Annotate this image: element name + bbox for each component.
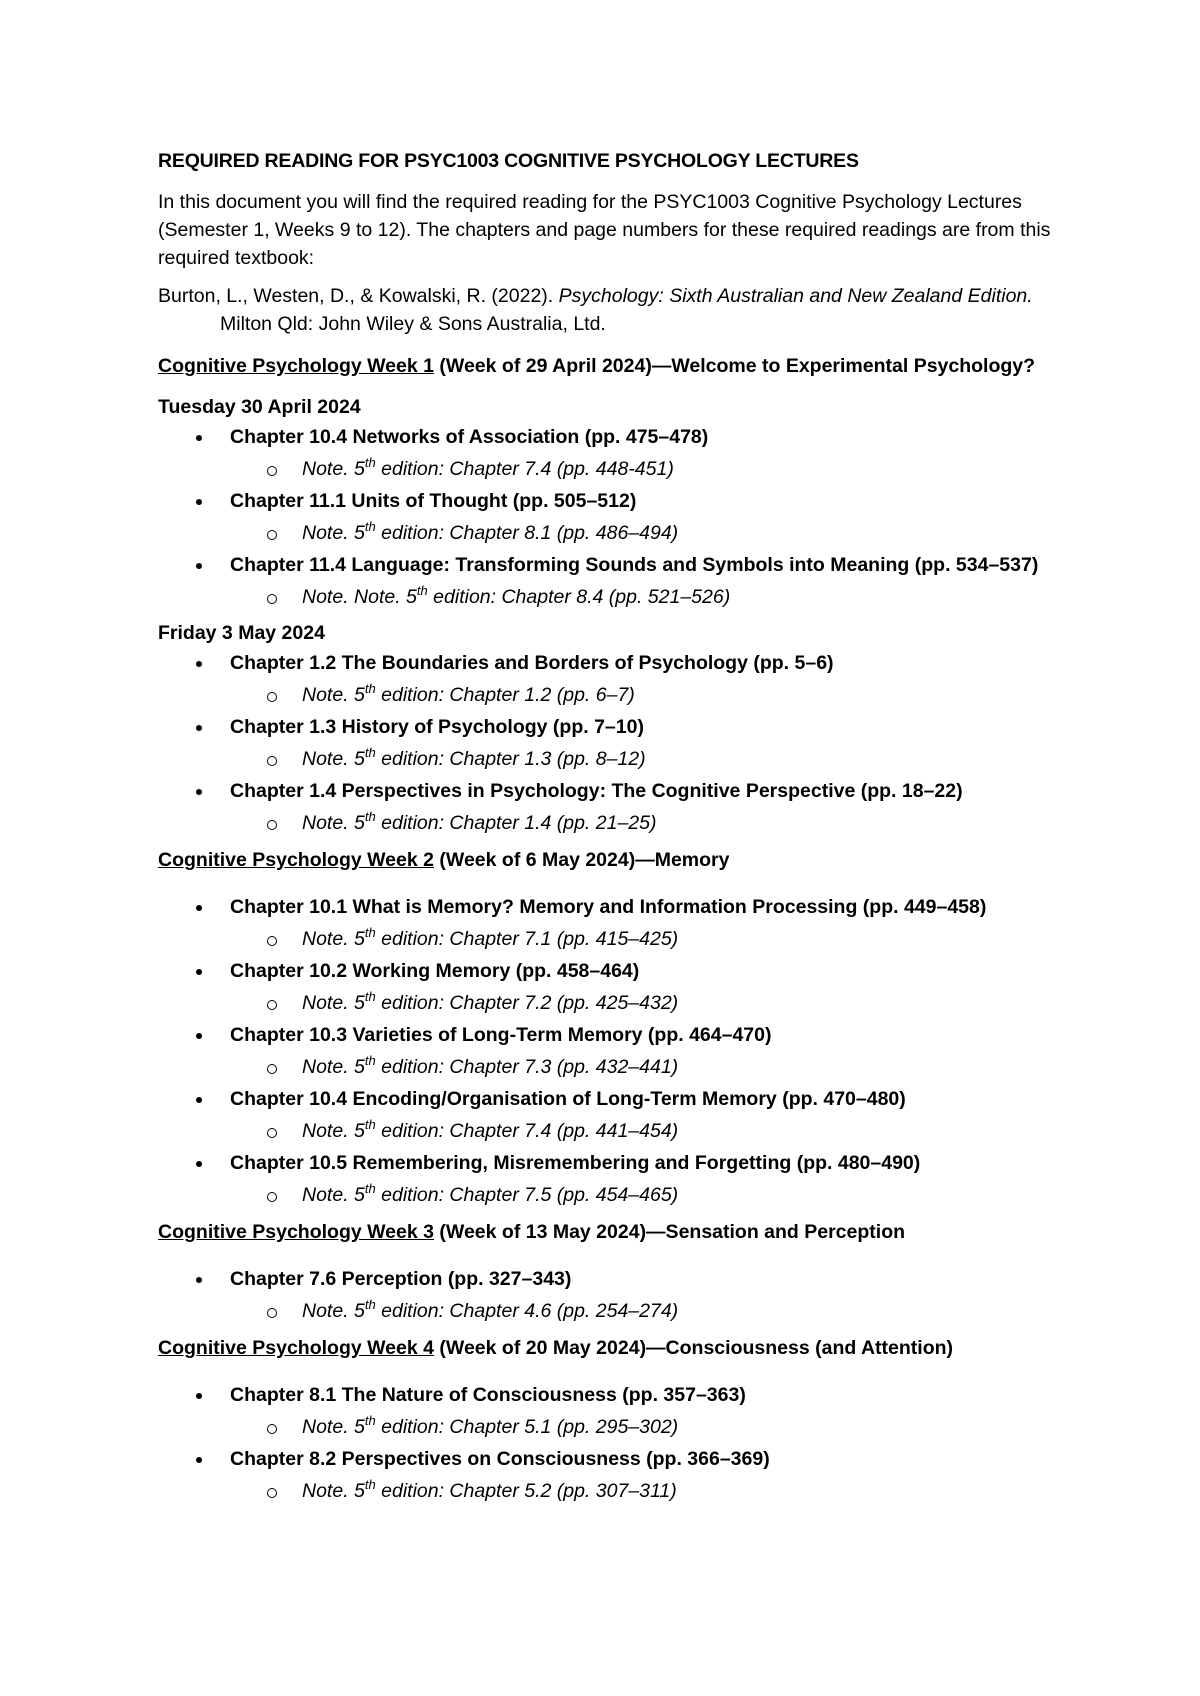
fifth-edition-note <box>158 582 1058 612</box>
bullet-icon <box>196 1457 202 1463</box>
note-detail: edition: Chapter 5.1 (pp. 295–302) <box>375 1416 679 1438</box>
chapter-list <box>158 424 1058 612</box>
note-prefix: Note. 5 <box>302 684 365 706</box>
week-heading <box>158 352 1058 380</box>
note-prefix: Note. 5 <box>302 812 365 834</box>
chapter-title: Chapter 10.2 Working Memory (pp. 458–464) <box>230 960 640 982</box>
hollow-bullet-icon <box>267 692 277 702</box>
chapter-item <box>158 714 1058 740</box>
bullet-icon <box>196 1393 202 1399</box>
fifth-edition-note <box>158 988 1058 1018</box>
note-detail: edition: Chapter 1.4 (pp. 21–25) <box>375 812 657 834</box>
hollow-bullet-icon <box>267 466 277 476</box>
day-heading: Tuesday 30 April 2024 <box>158 396 361 418</box>
hollow-bullet-icon <box>267 1488 277 1498</box>
bullet-icon <box>196 1033 202 1039</box>
hollow-bullet-icon <box>267 1000 277 1010</box>
note-prefix: Note. Note. 5 <box>302 586 417 608</box>
ordinal-superscript: th <box>364 1053 376 1068</box>
note-prefix: Note. 5 <box>302 522 365 544</box>
hollow-bullet-icon <box>267 936 277 946</box>
note-prefix: Note. 5 <box>302 1416 365 1438</box>
fifth-edition-note <box>158 680 1058 710</box>
chapter-item <box>158 894 1058 920</box>
note-prefix: Note. 5 <box>302 458 365 480</box>
fifth-edition-note <box>158 1052 1058 1082</box>
ordinal-superscript: th <box>364 925 376 940</box>
week-label: Cognitive Psychology Week 3 <box>158 1221 434 1243</box>
hollow-bullet-icon <box>267 1192 277 1202</box>
hollow-bullet-icon <box>267 594 277 604</box>
ordinal-superscript: th <box>364 989 376 1004</box>
note-detail: edition: Chapter 7.3 (pp. 432–441) <box>375 1056 679 1078</box>
note-detail: edition: Chapter 8.4 (pp. 521–526) <box>427 586 731 608</box>
note-prefix: Note. 5 <box>302 1300 365 1322</box>
ordinal-superscript: th <box>364 1297 376 1312</box>
hollow-bullet-icon <box>267 820 277 830</box>
chapter-item <box>158 650 1058 676</box>
fifth-edition-note <box>158 1296 1058 1326</box>
chapter-title: Chapter 1.2 The Boundaries and Borders of Psychology (pp. 5–6) <box>230 652 834 674</box>
fifth-edition-note <box>158 1116 1058 1146</box>
ordinal-superscript: th <box>364 809 376 824</box>
chapter-item <box>158 1382 1058 1408</box>
chapter-list <box>158 894 1058 1210</box>
ordinal-superscript: th <box>364 1181 376 1196</box>
citation-publisher: Milton Qld: John Wiley & Sons Australia, Ltd. <box>220 313 606 335</box>
citation-book-title: Psychology: Sixth Australian and New Zealand Edition. <box>558 285 1033 307</box>
chapter-title: Chapter 8.2 Perspectives on Consciousness (pp. 366–369) <box>230 1448 770 1470</box>
bullet-icon <box>196 499 202 505</box>
fifth-edition-note <box>158 1476 1058 1506</box>
chapter-title: Chapter 10.3 Varieties of Long-Term Memory (pp. 464–470) <box>230 1024 772 1046</box>
fifth-edition-note <box>158 744 1058 774</box>
citation-authors: Burton, L., Westen, D., & Kowalski, R. (2022). <box>158 285 559 307</box>
ordinal-superscript: th <box>364 745 376 760</box>
bullet-icon <box>196 969 202 975</box>
textbook-citation <box>158 282 1058 338</box>
chapter-title: Chapter 11.4 Language: Transforming Sounds and Symbols into Meaning (pp. 534–537) <box>230 554 1039 576</box>
week-description: (Week of 13 May 2024)—Sensation and Perception <box>433 1221 906 1243</box>
note-prefix: Note. 5 <box>302 748 365 770</box>
fifth-edition-note <box>158 518 1058 548</box>
fifth-edition-note <box>158 808 1058 838</box>
note-prefix: Note. 5 <box>302 992 365 1014</box>
chapter-title: Chapter 10.4 Networks of Association (pp. 475–478) <box>230 426 709 448</box>
chapter-item <box>158 488 1058 514</box>
hollow-bullet-icon <box>267 756 277 766</box>
bullet-icon <box>196 905 202 911</box>
week-description: (Week of 6 May 2024)—Memory <box>433 849 730 871</box>
note-prefix: Note. 5 <box>302 1056 365 1078</box>
chapter-title: Chapter 10.5 Remembering, Misremembering and Forgetting (pp. 480–490) <box>230 1152 921 1174</box>
bullet-icon <box>196 789 202 795</box>
chapter-title: Chapter 10.1 What is Memory? Memory and Information Processing (pp. 449–458) <box>230 896 987 918</box>
bullet-icon <box>196 725 202 731</box>
ordinal-superscript: th <box>364 681 376 696</box>
chapter-list <box>158 1266 1058 1326</box>
note-detail: edition: Chapter 7.5 (pp. 454–465) <box>375 1184 679 1206</box>
week-description: (Week of 29 April 2024)—Welcome to Experimental Psychology? <box>433 355 1036 377</box>
bullet-icon <box>196 1097 202 1103</box>
chapter-list <box>158 1382 1058 1506</box>
note-prefix: Note. 5 <box>302 928 365 950</box>
chapter-title: Chapter 7.6 Perception (pp. 327–343) <box>230 1268 572 1290</box>
note-detail: edition: Chapter 1.3 (pp. 8–12) <box>375 748 646 770</box>
week-heading <box>158 1218 1058 1246</box>
chapter-item <box>158 552 1058 578</box>
bullet-icon <box>196 1161 202 1167</box>
hollow-bullet-icon <box>267 1424 277 1434</box>
intro-paragraph: In this document you will find the required reading for the PSYC1003 Cognitive Psychology Lectures (Semester 1, Weeks 9 to 12). The chapters and page numbers for these required readings are from this required textbook: <box>158 191 1051 269</box>
chapter-item <box>158 1266 1058 1292</box>
bullet-icon <box>196 435 202 441</box>
fifth-edition-note <box>158 924 1058 954</box>
bullet-icon <box>196 1277 202 1283</box>
note-detail: edition: Chapter 7.1 (pp. 415–425) <box>375 928 679 950</box>
hollow-bullet-icon <box>267 1064 277 1074</box>
chapter-item <box>158 1446 1058 1472</box>
document-title: REQUIRED READING FOR PSYC1003 COGNITIVE PSYCHOLOGY LECTURES <box>158 150 859 172</box>
fifth-edition-note <box>158 1412 1058 1442</box>
ordinal-superscript: th <box>364 1477 376 1492</box>
note-detail: edition: Chapter 7.2 (pp. 425–432) <box>375 992 679 1014</box>
chapter-item <box>158 1022 1058 1048</box>
hollow-bullet-icon <box>267 1308 277 1318</box>
note-prefix: Note. 5 <box>302 1120 365 1142</box>
note-prefix: Note. 5 <box>302 1480 365 1502</box>
bullet-icon <box>196 661 202 667</box>
chapter-title: Chapter 8.1 The Nature of Consciousness (pp. 357–363) <box>230 1384 746 1406</box>
chapter-item <box>158 958 1058 984</box>
chapter-item <box>158 424 1058 450</box>
note-detail: edition: Chapter 8.1 (pp. 486–494) <box>375 522 679 544</box>
day-heading: Friday 3 May 2024 <box>158 622 325 644</box>
note-detail: edition: Chapter 7.4 (pp. 441–454) <box>375 1120 679 1142</box>
chapter-title: Chapter 10.4 Encoding/Organisation of Long-Term Memory (pp. 470–480) <box>230 1088 906 1110</box>
note-detail: edition: Chapter 5.2 (pp. 307–311) <box>375 1480 677 1502</box>
chapter-title: Chapter 1.4 Perspectives in Psychology: The Cognitive Perspective (pp. 18–22) <box>230 780 963 802</box>
chapter-list <box>158 650 1058 838</box>
week-heading <box>158 846 1058 874</box>
chapter-item <box>158 1086 1058 1112</box>
document-page <box>158 148 1058 1514</box>
fifth-edition-note <box>158 1180 1058 1210</box>
note-detail: edition: Chapter 4.6 (pp. 254–274) <box>375 1300 679 1322</box>
hollow-bullet-icon <box>267 530 277 540</box>
week-label: Cognitive Psychology Week 2 <box>158 849 434 871</box>
ordinal-superscript: th <box>364 455 376 470</box>
week-label: Cognitive Psychology Week 4 <box>158 1337 434 1359</box>
chapter-item <box>158 778 1058 804</box>
ordinal-superscript: th <box>416 583 428 598</box>
hollow-bullet-icon <box>267 1128 277 1138</box>
note-detail: edition: Chapter 1.2 (pp. 6–7) <box>375 684 635 706</box>
fifth-edition-note <box>158 454 1058 484</box>
week-label: Cognitive Psychology Week 1 <box>158 355 434 377</box>
chapter-item <box>158 1150 1058 1176</box>
week-description: (Week of 20 May 2024)—Consciousness (and Attention) <box>433 1337 954 1359</box>
note-detail: edition: Chapter 7.4 (pp. 448-451) <box>375 458 674 480</box>
chapter-title: Chapter 1.3 History of Psychology (pp. 7–10) <box>230 716 644 738</box>
ordinal-superscript: th <box>364 1117 376 1132</box>
week-heading <box>158 1334 1058 1362</box>
weeks-container <box>158 352 1058 1506</box>
note-prefix: Note. 5 <box>302 1184 365 1206</box>
ordinal-superscript: th <box>364 519 376 534</box>
ordinal-superscript: th <box>364 1413 376 1428</box>
bullet-icon <box>196 563 202 569</box>
chapter-title: Chapter 11.1 Units of Thought (pp. 505–512) <box>230 490 637 512</box>
